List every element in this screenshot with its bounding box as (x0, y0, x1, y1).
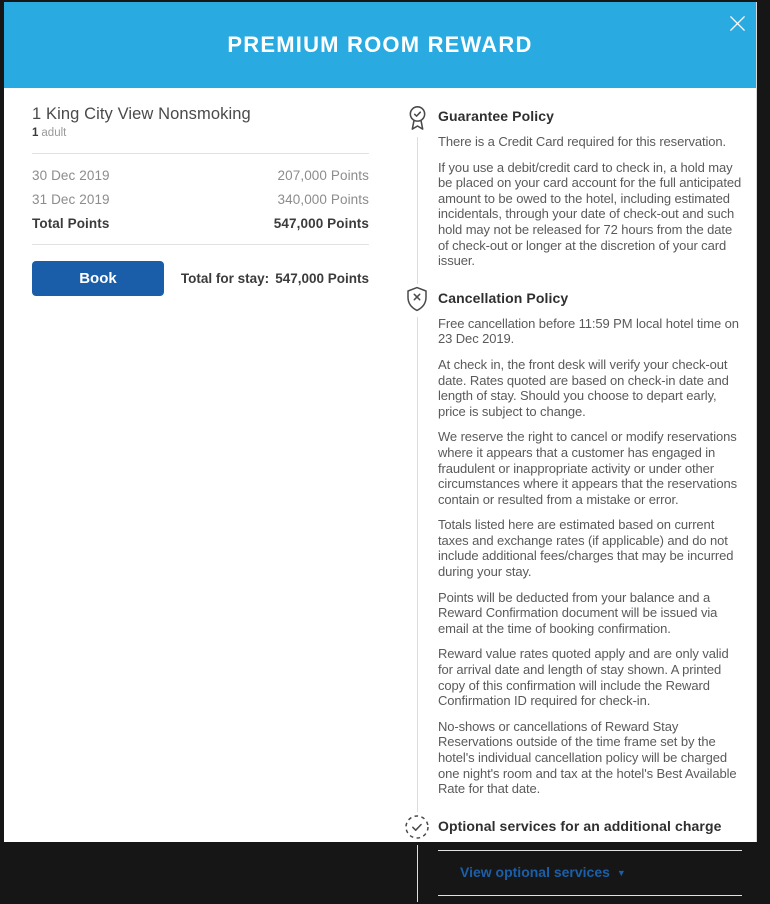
optional-services-link-row (438, 851, 742, 895)
premium-room-reward-modal (4, 2, 757, 880)
total-for-stay-value: 547,000 Points (275, 271, 369, 286)
rate-date: 30 Dec 2019 (32, 167, 110, 183)
total-points-label: Total Points (32, 215, 110, 231)
total-for-stay (181, 271, 369, 286)
view-optional-services-label: View optional services (460, 863, 610, 880)
timeline-connector (417, 845, 418, 902)
optional-icon-column (404, 814, 430, 904)
divider (32, 153, 369, 154)
book-button[interactable]: Book (32, 261, 164, 296)
room-name: 1 King City View Nonsmoking (32, 105, 251, 123)
optional-services-section (404, 814, 742, 904)
occupancy-type: adult (41, 127, 67, 139)
optional-services-title: Optional services for an additional charge (438, 817, 722, 834)
guarantee-policy-section (404, 104, 742, 286)
book-row (32, 261, 369, 296)
guarantee-policy-title: Guarantee Policy (438, 108, 554, 124)
policy-paragraph: No-shows or cancellations of Reward Stay Reservations outside of the time frame set by the hotel's individual cancellation policy will be charged one night's room and tax at the hotel's Best Available Rate for that date. (438, 718, 737, 797)
policy-paragraph: Reward value rates quoted apply and are only valid for arrival date and length of stay shown. A printed copy of this confirmation will include the Reward Confirmation ID required for check-in. (438, 646, 729, 709)
modal-header (4, 2, 756, 88)
cancellation-icon-column (404, 286, 430, 814)
rate-date: 31 Dec 2019 (32, 191, 110, 207)
divider (438, 895, 742, 896)
close-icon (727, 13, 748, 34)
modal-content (4, 88, 756, 904)
award-ribbon-icon (405, 104, 430, 132)
view-optional-services-link[interactable] (460, 864, 626, 880)
timeline-connector (417, 137, 418, 284)
shield-x-icon (405, 286, 429, 312)
policies-panel (369, 88, 742, 904)
guarantee-icon-column (404, 104, 430, 286)
rate-row (32, 163, 369, 187)
guarantee-policy-body (438, 104, 742, 286)
policy-paragraph: There is a Credit Card required for this reservation. (438, 134, 727, 149)
policy-paragraph: We reserve the right to cancel or modify reservations where it appears that a customer has engaged in fraudulent or inappropriate activity or under other circumstances where it appears that the reservations contain or resulted from a mistake or error. (438, 429, 737, 507)
policy-paragraph: Points will be deducted from your balance and a Reward Confirmation document will be issued via email at the time of booking confirmation. (438, 589, 718, 636)
dashed-circle-check-icon (404, 814, 430, 840)
total-points-value: 547,000 Points (273, 215, 369, 231)
modal-title: PREMIUM ROOM REWARD (227, 32, 533, 57)
policy-paragraph: If you use a debit/credit card to check in, a hold may be placed on your card account for the full anticipated amount to be owed to the hotel, including estimated incidentals, through your date of check-out and such hold may not be released for 72 hours from the date of check-out or longer at the discretion of your card issuer. (438, 159, 742, 269)
optional-services-body (438, 814, 742, 904)
rate-breakdown (32, 163, 369, 235)
rate-points: 340,000 Points (277, 191, 369, 207)
booking-summary-panel (32, 88, 369, 904)
cancellation-policy-title: Cancellation Policy (438, 289, 569, 306)
divider (32, 244, 369, 245)
policy-paragraph: Totals listed here are estimated based on current taxes and exchange rates (if applicable) and do not include additional fees/charges that may be incurred during your stay. (438, 517, 734, 580)
rate-row (32, 187, 369, 211)
timeline-connector (417, 317, 418, 812)
total-points-row (32, 211, 369, 235)
total-for-stay-label: Total for stay: (180, 271, 270, 286)
cancellation-policy-body (438, 286, 742, 814)
policy-paragraph: Free cancellation before 11:59 PM local hotel time on 23 Dec 2019. (438, 315, 739, 347)
rate-points: 207,000 Points (277, 167, 369, 183)
occupancy-count: 1 (32, 127, 39, 139)
close-button[interactable] (724, 10, 750, 36)
policy-paragraph: At check in, the front desk will verify your check-out date. Rates quoted are based on check-in date and length of stay. Should you choose to depart early, price is subject to change. (438, 356, 729, 419)
cancellation-policy-section (404, 286, 742, 814)
occupancy-label (32, 127, 369, 139)
chevron-down-icon: ▼ (616, 867, 626, 878)
